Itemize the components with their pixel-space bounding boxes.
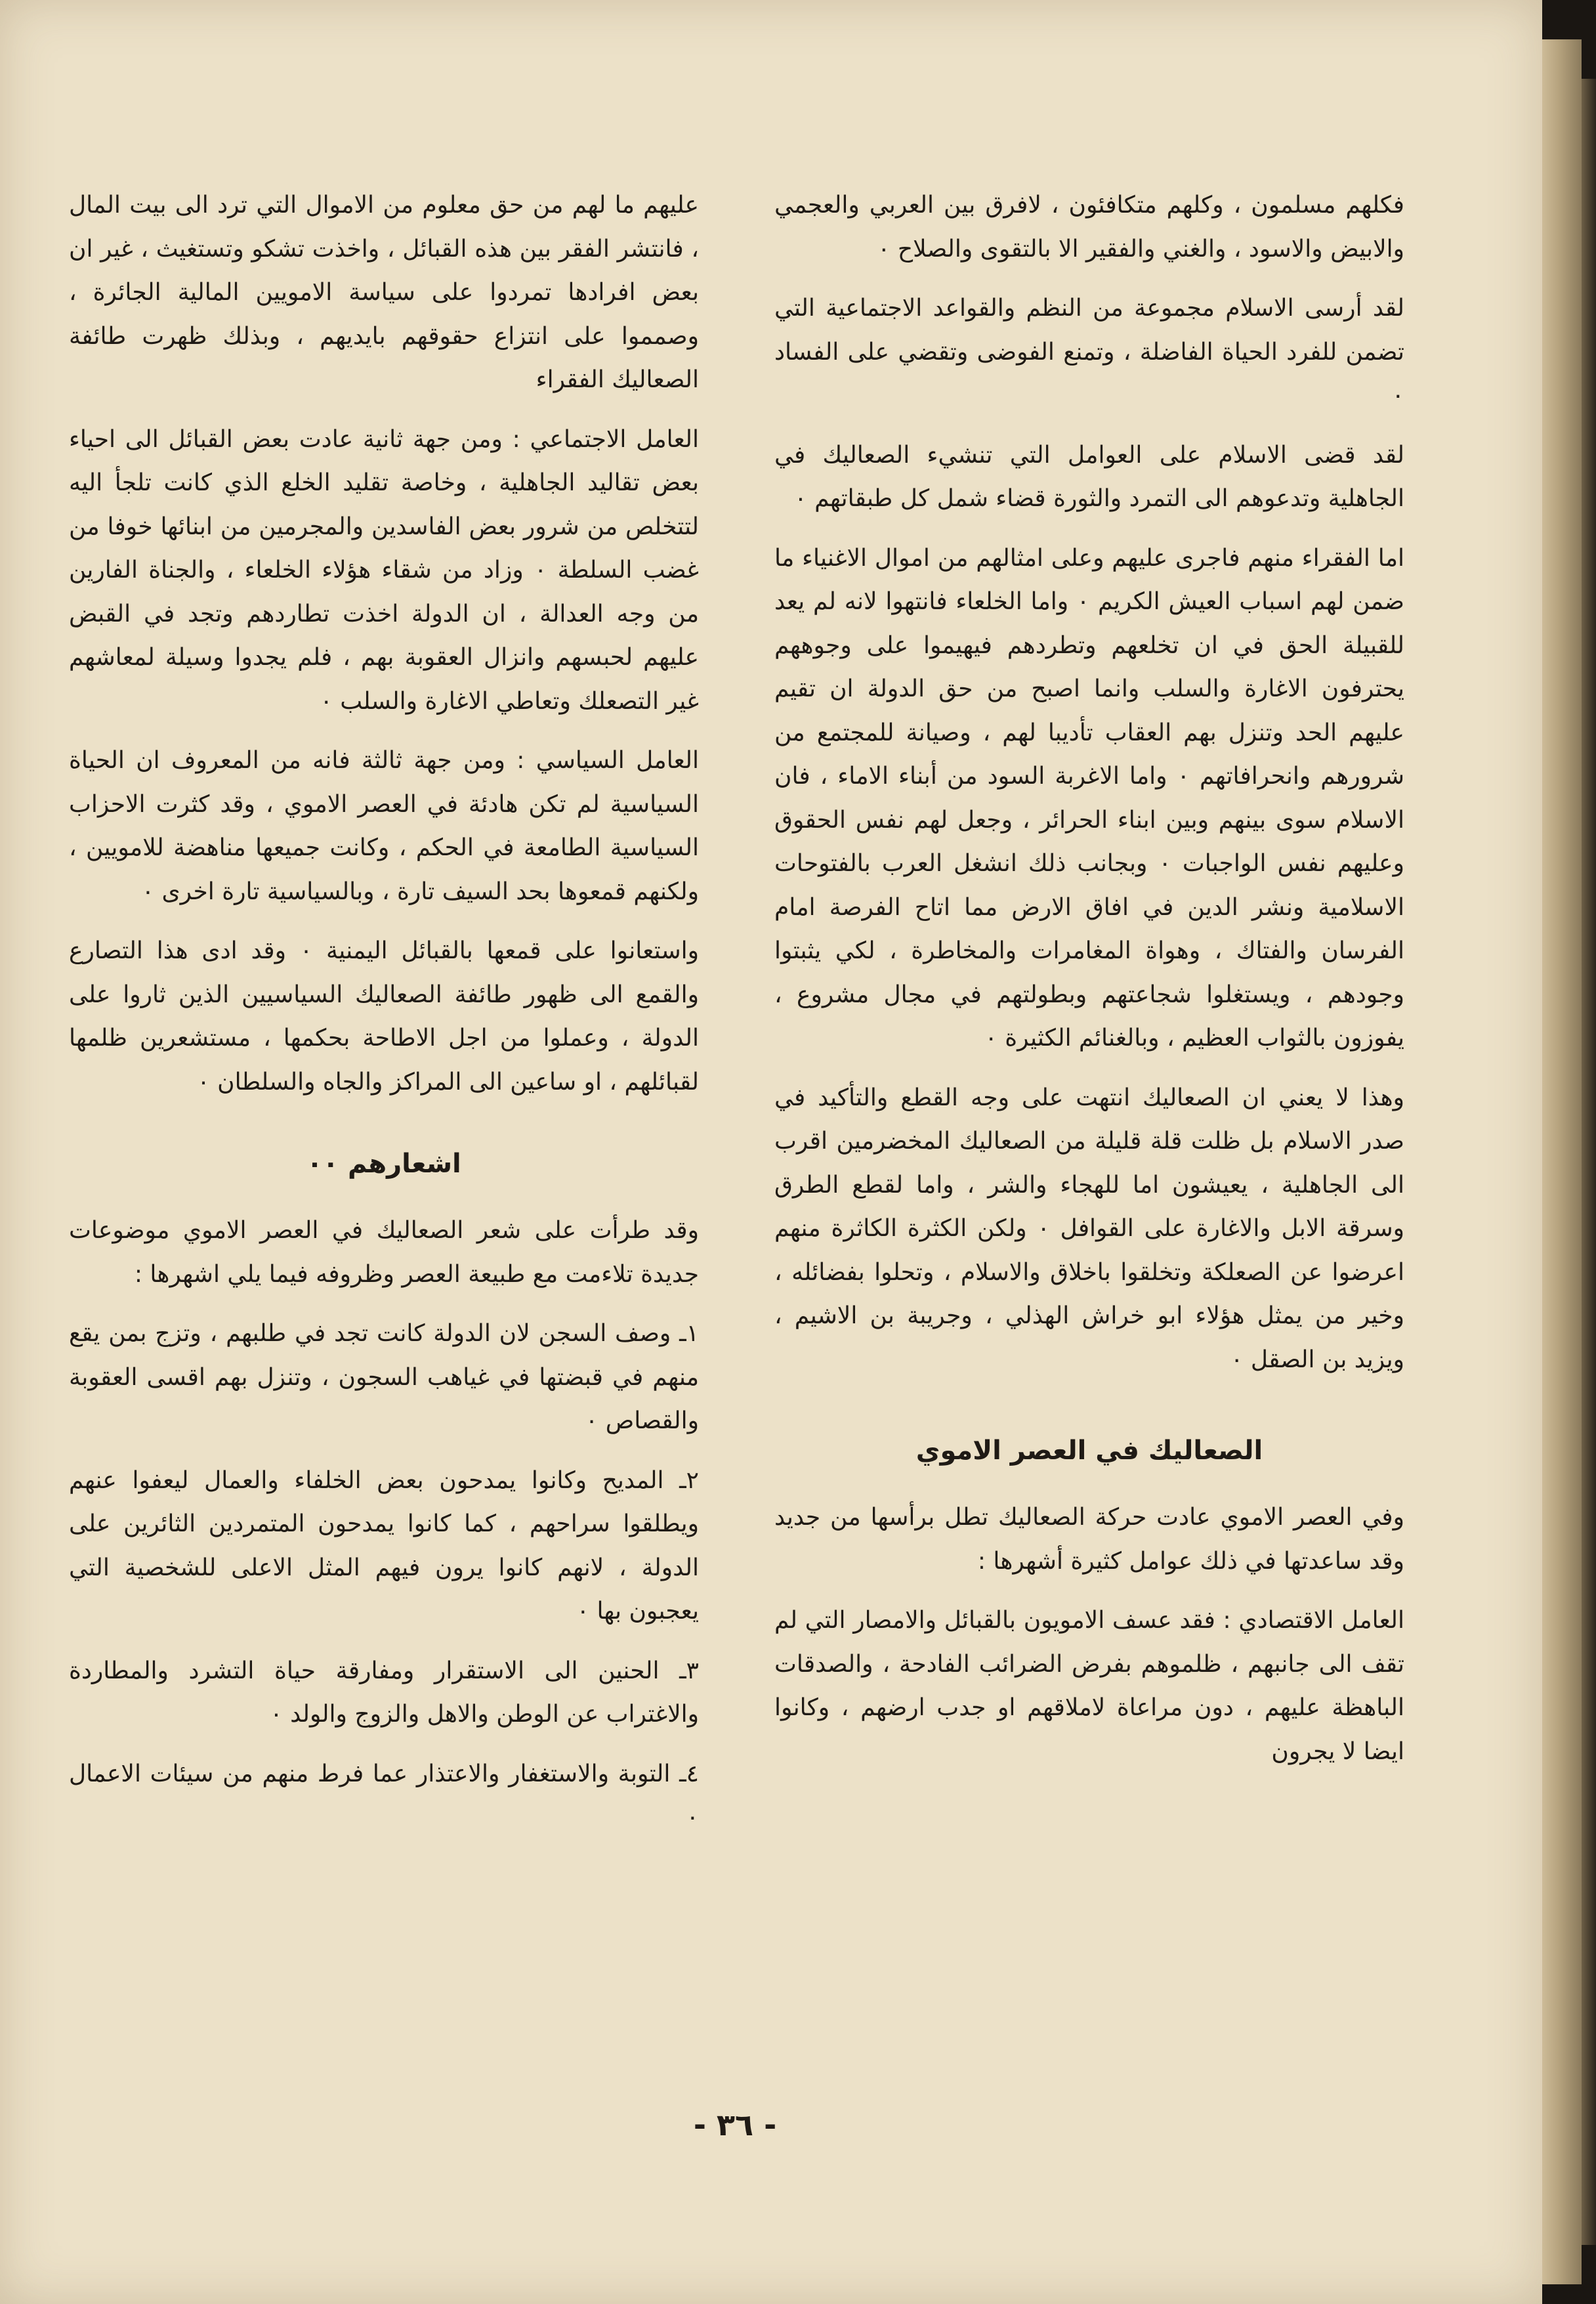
paragraph: لقد أرسى الاسلام مجموعة من النظم والقواعد الاجتماعية التي تضمن للفرد الحياة الفاضلة ، وتمنع الفوضى وتقضي على الفساد ٠ [774, 295, 1404, 409]
list-item: ٢ـ المديح وكانوا يمدحون بعض الخلفاء والعمال ليعفوا عنهم ويطلقوا سراحهم ، كما كانوا يمدحون المتمردين الثائرين على الدولة ، لانهم كانوا يرون فيهم المثل الاعلى للشخصية التي يعجبون بها ٠ [69, 1466, 699, 1625]
paragraph: العامل السياسي : ومن جهة ثالثة فانه من المعروف ان الحياة السياسية لم تكن هادئة في العصر الاموي ، وقد كثرت الاحزاب السياسية الطامعة في الحكم ، وكانت جميعها مناهضة للامويين ، ولكنهم قمعوها بحد السيف تارة ، وبالسياسية تارة اخرى ٠ [69, 747, 699, 905]
paragraph: العامل الاجتماعي : ومن جهة ثانية عادت بعض القبائل الى احياء بعض تقاليد الجاهلية ، وخاصة تقليد الخلع الذي كانت تلجأ اليه لتتخلص من شرور بعض الفاسدين والمجرمين من ابنائها خوفا من غضب السلطة ٠ وزاد من شقاء هؤلاء الخلعاء ، والجناة الفارين من وجه العدالة ، ان الدولة اخذت تطاردهم وتجد في القبض عليهم لحبسهم وانزال العقوبة بهم ، فلم يجدوا وسيلة لمعاشهم غير التصعلك وتعاطي الاغارة والسلب ٠ [69, 425, 699, 715]
right-column [774, 184, 1404, 1789]
paragraph: عليهم ما لهم من حق معلوم من الاموال التي ترد الى بيت المال ، فانتشر الفقر بين هذه القبائل ، واخذت تشكو وتستغيث ، غير ان بعض افرادها تمردوا على سياسة الامويين المالية الجائرة ، وصمموا على انتزاع حقوقهم بايديهم ، وبذلك ظهرت طائفة الصعاليك الفقراء [69, 192, 699, 393]
paragraph: لقد قضى الاسلام على العوامل التي تنشيء الصعاليك في الجاهلية وتدعوهم الى التمرد والثورة قضاء شمل كل طبقاتهم ٠ [774, 441, 1404, 512]
paragraph: وهذا لا يعني ان الصعاليك انتهت على وجه القطع والتأكيد في صدر الاسلام بل ظلت قلة قليلة من الصعاليك المخضرمين اقرب الى الجاهلية ، يعيشون اما للهجاء والشر ، واما لقطع الطرق وسرقة الابل والاغارة على القوافل ٠ ولكن الكثرة الكاثرة منهم اعرضوا عن الصعلكة وتخلقوا باخلاق والاسلام ، وتحلوا بفضائله ، وخير من يمثل هؤلاء ابو خراش الهذلي ، وجريبة بن الاشيم ، ويزيد بن الصقل ٠ [774, 1084, 1404, 1373]
paragraph: وقد طرأت على شعر الصعاليك في العصر الاموي موضوعات جديدة تلاءمت مع طبيعة العصر وظروفه فيما يلي اشهرها : [69, 1217, 699, 1288]
list-item: ٤ـ التوبة والاستغفار والاعتذار عما فرط منهم من سيئات الاعمال ٠ [69, 1760, 699, 1831]
left-column [69, 184, 699, 1856]
section-heading: اشعارهم ٠٠ [306, 1149, 461, 1179]
paragraph: وفي العصر الاموي عادت حركة الصعاليك تطل برأسها من جديد وقد ساعدتها في ذلك عوامل كثيرة أشهرها : [774, 1504, 1404, 1575]
section-heading: الصعاليك في العصر الاموي [915, 1436, 1263, 1466]
page-number: - ٣٦ - [693, 2107, 777, 2143]
page-edge [1542, 39, 1582, 2284]
paragraph: العامل الاقتصادي : فقد عسف الامويون بالقبائل والامصار التي لم تقف الى جانبهم ، ظلموهم بفرض الضرائب الفادحة ، والصدقات الباهظة عليهم ، دون مراعاة لاملاقهم او جدب ارضهم ، وكانوا ايضا لا يجرون [774, 1607, 1404, 1765]
list-item: ٣ـ الحنين الى الاستقرار ومفارقة حياة التشرد والمطاردة والاغتراب عن الوطن والاهل والزوج والولد ٠ [69, 1657, 699, 1728]
paragraph: فكلهم مسلمون ، وكلهم متكافئون ، لافرق بين العربي والعجمي والابيض والاسود ، والغني والفقير الا بالتقوى والصلاح ٠ [774, 192, 1404, 263]
page-edge-shadow [1582, 79, 1596, 2245]
paragraph: اما الفقراء منهم فاجرى عليهم وعلى امثالهم من اموال الاغنياء ما ضمن لهم اسباب العيش الكريم ٠ واما الخلعاء فانتهوا لانه لم يعد للقبيلة الحق في ان تخلعهم وتطردهم فيهيموا على وجوههم يحترفون الاغارة والسلب وانما اصبح من حق الدولة ان تقيم عليهم الحد وتنزل بهم العقاب تأديبا لهم ، وصيانة للمجتمع من شرورهم وانحرافاتهم ٠ واما الاغربة السود من أبناء الاماء ، فان الاسلام سوى بينهم وبين ابناء الحرائر ، وجعل لهم نفس الحقوق وعليهم نفس الواجبات ٠ وبجانب ذلك انشغل العرب بالفتوحات الاسلامية ونشر الدين في افاق الارض مما اتاح الفرصة امام الفرسان والفتاك ، وهواة المغامرات والمخاطرة ، لكي يثبتوا وجودهم ، ويستغلوا شجاعتهم وبطولتهم في مجال مشروع ، يفوزون بالثواب العظيم ، وبالغنائم الكثيرة ٠ [774, 544, 1405, 1052]
list-item: ١ـ وصف السجن لان الدولة كانت تجد في طلبهم ، وتزج بمن يقع منهم في قبضتها في غياهب السجون ، وتنزل بهم اقسى العقوبة والقصاص ٠ [69, 1320, 699, 1434]
paragraph: واستعانوا على قمعها بالقبائل اليمنية ٠ وقد ادى هذا التصارع والقمع الى ظهور طائفة الصعاليك السياسيين الذين ثاروا على الدولة ، وعملوا من اجل الاطاحة بحكمها ، مستشعرين ظلمها لقبائلهم ، او ساعين الى المراكز والجاه والسلطان ٠ [69, 937, 699, 1096]
